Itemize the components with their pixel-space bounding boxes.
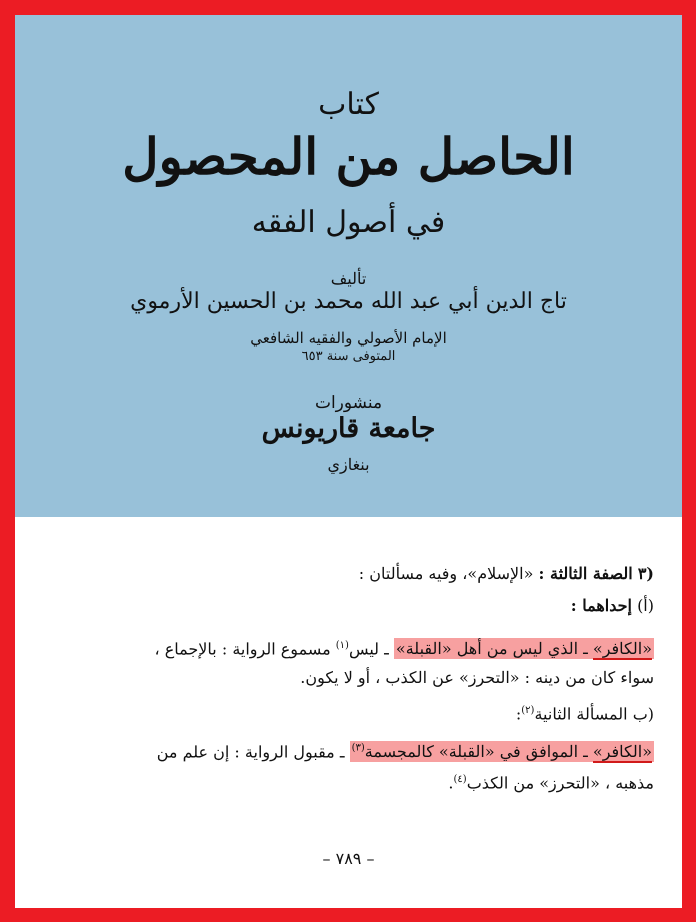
cover-author-description: الإمام الأصولي والفقيه الشافعي [250, 329, 447, 347]
item-b-marker: (ب [632, 704, 654, 724]
highlight-1 [394, 638, 654, 659]
highlight-2 [350, 741, 654, 762]
line-7-text: مذهبه ، «التحرز» من الكذب [466, 773, 654, 793]
highlight-1-text: ـ الذي ليس من أهل «القبلة» [395, 639, 588, 659]
text-line-1 [43, 562, 654, 586]
item-b-colon: : [515, 704, 522, 724]
text-line-2 [43, 594, 654, 618]
page-number: – ٧٨٩ – [322, 849, 375, 868]
text-line-4: سواء كان من دينه : «التحرز» عن الكذب ، أو لا يكون. [300, 668, 654, 687]
section-heading-rest: «الإسلام»، وفيه مسألتان : [358, 564, 534, 583]
cover-author: تاج الدين أبي عبد الله محمد بن الحسين الأرموي [130, 289, 567, 314]
item-a-heading: إحداهما : [570, 596, 632, 615]
line-6-rest: ـ مقبول الرواية : إن علم من [156, 742, 345, 762]
book-cover [15, 15, 682, 517]
cover-kitab: كتاب [318, 87, 379, 122]
cover-subtitle: في أصول الفقه [251, 205, 446, 240]
cover-death-year: المتوفى سنة ٦٥٣ [301, 349, 396, 364]
cover-city: بنغازي [327, 455, 370, 474]
footnote-ref-2: (٢) [521, 705, 535, 716]
section-number: (٣ [637, 564, 654, 583]
book-page [15, 15, 682, 908]
cover-ta2lif: تأليف [330, 269, 367, 288]
line-3-after: ـ ليس [348, 639, 389, 659]
text-line-5 [43, 699, 654, 726]
text-line-6 [43, 737, 654, 764]
cover-main-title: الحاصل من المحصول [122, 127, 575, 186]
footnote-ref-3: (٣) [351, 743, 365, 754]
footnote-ref-4: (٤) [453, 774, 467, 785]
highlight-2-text: ـ الموافق في «القبلة» كالمجسمة [364, 742, 588, 762]
line-3-rest: مسموع الرواية : بالإجماع ، [154, 639, 331, 659]
text-line-7 [43, 768, 654, 795]
cover-university: جامعة قاريونس [261, 413, 436, 444]
underlined-word-2: «الكافر» [592, 742, 652, 762]
item-a-marker: (أ) [637, 596, 654, 615]
underlined-word-1: «الكافر» [592, 639, 652, 659]
line-7-end: . [448, 773, 454, 793]
text-line-3 [43, 634, 654, 661]
item-b-heading: المسألة الثانية [534, 704, 628, 724]
footnote-ref-1: (١) [335, 640, 349, 651]
cover-publications: منشورات [314, 393, 383, 413]
section-heading: الصفة الثالثة : [538, 564, 633, 583]
